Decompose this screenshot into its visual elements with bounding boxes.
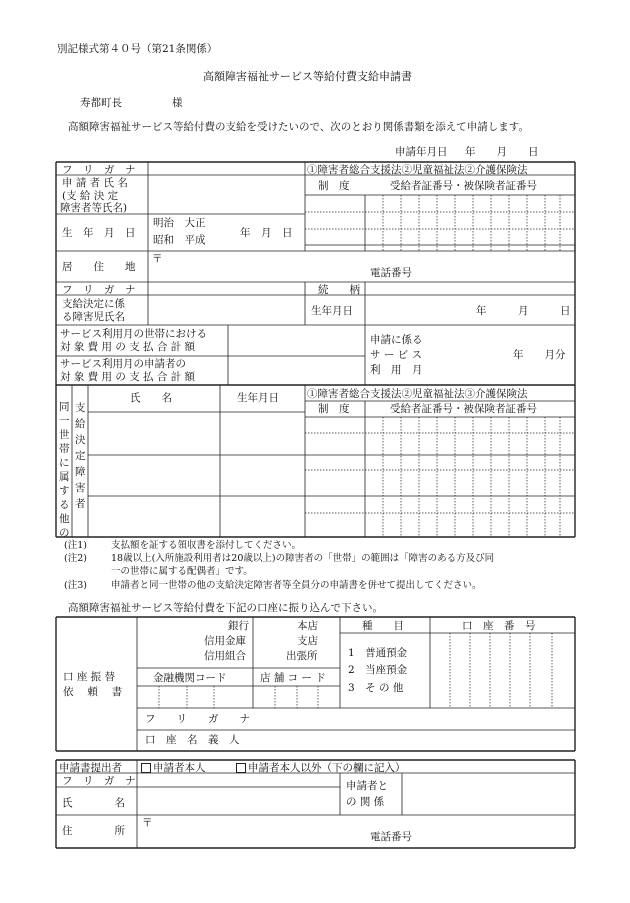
- service-month-label-3: 利 用 月: [370, 364, 423, 376]
- applicant-total-label-2: 対 象 費 用 の 支 払 合 計 額: [60, 371, 196, 383]
- child-birth-label: 生年月日: [311, 305, 353, 317]
- branch-code-label: 店 舗 コ ー ド: [260, 672, 326, 684]
- service-month-label-2: サ ー ビ ス: [370, 349, 423, 361]
- form-title: 高額障害福祉サービス等給付費支給申請書: [203, 70, 412, 83]
- phone-label: 電話番号: [370, 267, 412, 279]
- addressee-honorific: 様: [172, 97, 183, 109]
- account-type-option-1[interactable]: 1 普通預金: [348, 647, 408, 659]
- bank-type-bank: 銀行: [228, 620, 249, 632]
- child-name-label-2: る障害児氏名: [62, 311, 125, 323]
- submitter-label: 申請書提出者: [59, 762, 122, 774]
- transfer-label-2: 依 頼 書: [63, 686, 123, 698]
- account-holder-label: 口 座 名 義 人: [145, 734, 240, 746]
- member-law-options-label: ①障害者総合支援法②児童福祉法③介護保険法: [307, 388, 528, 400]
- note-3-number: (注3): [64, 580, 87, 591]
- submitter-option-other-text: 申請者本人以外（下の欄に記入）: [248, 762, 406, 774]
- member-system-label: 制 度: [318, 403, 350, 415]
- household-total-label-1: サービス利用月の世帯における: [60, 328, 207, 340]
- account-type-header: 種 目: [362, 620, 404, 632]
- applicant-total-label-1: サービス利用月の申請者の: [60, 358, 186, 370]
- applicant-sub-label-1: (支 給 決 定: [62, 190, 119, 202]
- branch-type-honten: 本店: [297, 620, 318, 632]
- form-number: 別記様式第４０号（第21条関係）: [57, 43, 218, 55]
- note-1-number: (注1): [64, 540, 87, 551]
- birth-ymd-field[interactable]: 年 月 日: [240, 227, 293, 239]
- account-number-header: 口 座 番 号: [462, 620, 536, 632]
- apply-date-label: 申請年月日: [395, 146, 448, 158]
- intro-text: 高額障害福祉サービス等給付費の支給を受けたいので、次のとおり関係書類を添えて申請します。: [68, 121, 529, 133]
- member-name-header: 氏 名: [130, 392, 172, 404]
- address-label: 居 住 地: [62, 261, 136, 273]
- law-options-label: ①障害者総合支援法②児童福祉法②介護保険法: [307, 164, 528, 176]
- era-options-1[interactable]: 明治 大正: [153, 217, 206, 229]
- addressee: 寿都町長: [80, 97, 122, 109]
- note-2-text-cont: 一の世帯に属する配偶者」です。: [111, 566, 253, 577]
- institution-code-label: 金融機関コード: [153, 672, 227, 684]
- postal-mark: 〒: [152, 253, 163, 265]
- child-name-label-1: 支給決定に係: [62, 298, 125, 310]
- submitter-name-label: 氏 名: [62, 797, 125, 809]
- child-furigana-label: フ リ ガ ナ: [62, 284, 136, 296]
- submitter-option-self-text: 申請者本人: [153, 762, 206, 774]
- apply-date-field[interactable]: 年 月 日: [465, 146, 539, 158]
- branch-type-shucchojo: 出張所: [286, 650, 318, 662]
- submitter-furigana-label: フ リ ガ ナ: [62, 775, 136, 787]
- system-label: 制 度: [318, 180, 350, 192]
- note-1-text: 支払額を証する領収書を添付してください。: [111, 540, 302, 551]
- note-3-text: 申請者と同一世帯の他の支給決定障害者等全員分の申請書を併せて提出してください。: [111, 580, 482, 591]
- service-month-label-1: 申請に係る: [370, 334, 423, 346]
- recipient-number-label: 受給者証番号・被保険者証番号: [390, 180, 537, 192]
- household-vertical-label-right: 支給決定障害者: [75, 402, 86, 510]
- bank-intro-text: 高額障害福祉サービス等給付費を下記の口座に振り込んで下さい。: [68, 602, 383, 614]
- submitter-option-self[interactable]: [141, 763, 206, 774]
- member-recipient-number-label: 受給者証番号・被保険者証番号: [390, 403, 537, 415]
- relation-label: 続 柄: [318, 284, 360, 296]
- era-options-2[interactable]: 昭和 平成: [153, 234, 206, 246]
- account-type-option-3[interactable]: 3 そ の 他: [348, 682, 404, 694]
- note-2-text: 18歳以上(入所施設利用者は20歳以上)の障害者の「世帯」の範囲は「障害のある方及び同: [111, 553, 495, 564]
- transfer-label-1: 口 座 振 替: [63, 671, 116, 683]
- submitter-address-label: 住 所: [62, 825, 125, 837]
- note-2-number: (注2): [64, 553, 87, 564]
- applicant-furigana-label: フ リ ガ ナ: [62, 164, 136, 176]
- bank-type-shinkin: 信用金庫: [204, 635, 246, 647]
- child-birth-ymd-field[interactable]: 年 月 日: [476, 305, 571, 317]
- submitter-postal-mark: 〒: [142, 817, 153, 829]
- holder-furigana-label: フ リ ガ ナ: [145, 713, 250, 725]
- account-type-option-2[interactable]: 2 当座預金: [348, 664, 408, 676]
- submitter-relation-label-2: の 関 係: [346, 796, 385, 808]
- submitter-option-other[interactable]: [236, 763, 406, 774]
- household-total-label-2: 対 象 費 用 の 支 払 合 計 額: [60, 341, 196, 353]
- submitter-relation-label-1: 申請者と: [346, 780, 388, 792]
- birth-date-label: 生 年 月 日: [62, 227, 136, 239]
- submitter-phone-label: 電話番号: [370, 831, 412, 843]
- service-month-field[interactable]: 年 月分: [513, 349, 566, 361]
- bank-type-kumiai: 信用組合: [204, 650, 246, 662]
- household-vertical-label-left: 同一世帯に属する他の: [59, 401, 70, 539]
- checkbox-other[interactable]: [236, 763, 246, 773]
- applicant-sub-label-2: 障害者等氏名): [60, 202, 128, 214]
- member-birth-header: 生年月日: [237, 392, 279, 404]
- checkbox-self[interactable]: [141, 763, 151, 773]
- branch-type-shiten: 支店: [297, 635, 318, 647]
- applicant-name-label: 申 請 者 氏 名: [62, 177, 128, 189]
